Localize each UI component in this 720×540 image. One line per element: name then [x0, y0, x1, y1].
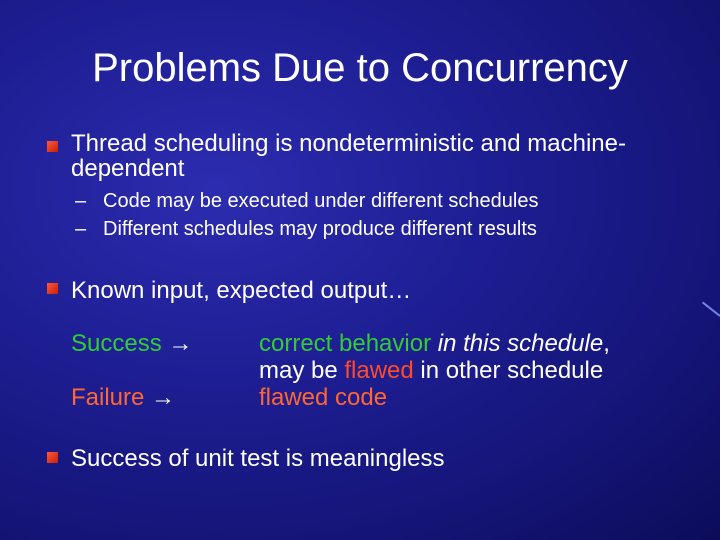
bullet-3-text: Success of unit test is meaningless — [71, 445, 445, 472]
desc-line-3 — [259, 384, 610, 411]
flawed-text: flawed — [344, 357, 414, 384]
slide-title: Problems Due to Concurrency — [92, 46, 628, 90]
comma-text: , — [603, 330, 610, 357]
flawed-code-text: flawed code — [259, 384, 388, 411]
in-other-schedule-text: in other schedule — [420, 357, 604, 384]
outcome-description — [259, 330, 610, 411]
arrow-right-icon: → — [168, 330, 193, 357]
success-label — [71, 330, 192, 357]
in-this-schedule-text: in this schedule — [437, 330, 604, 357]
desc-line-1 — [259, 330, 610, 357]
bullet-marker — [47, 452, 58, 463]
bullet-marker — [47, 141, 58, 152]
failure-label — [71, 384, 175, 411]
sub-bullet-dash: – — [75, 218, 87, 240]
sub-bullet-2-text: Different schedules may produce different results — [103, 218, 537, 240]
bullet-2-text: Known input, expected output… — [71, 277, 412, 304]
correct-behavior-text: correct behavior — [259, 330, 432, 357]
arrow-right-icon: → — [151, 384, 176, 411]
may-be-text: may be — [259, 357, 338, 384]
bullet-marker — [47, 283, 58, 294]
failure-text: Failure — [71, 384, 145, 411]
bullet-1-text: Thread scheduling is nondeterministic and machine-dependent — [71, 130, 626, 182]
decorative-line — [702, 302, 720, 317]
success-text: Success — [71, 330, 162, 357]
desc-line-2 — [259, 357, 610, 384]
sub-bullet-dash: – — [75, 190, 87, 212]
sub-bullet-1-text: Code may be executed under different schedules — [103, 190, 539, 212]
